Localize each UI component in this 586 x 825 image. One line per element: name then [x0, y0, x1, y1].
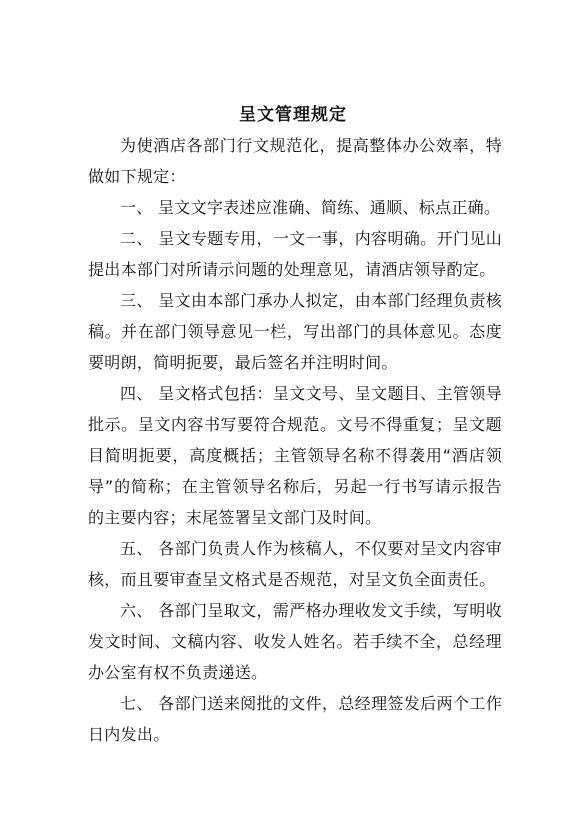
document-body — [88, 130, 502, 750]
paragraph-rule-5: 五、 各部门负责人作为核稿人，不仅要对呈文内容审核，而且要审查呈文格式是否规范，对呈文负全面责任。 — [88, 539, 502, 589]
paragraph-intro: 为使酒店各部门行文规范化，提高整体办公效率，特做如下规定： — [88, 136, 502, 186]
document-title: 呈文管理规定 — [239, 105, 347, 125]
paragraph-rule-6: 六、 各部门呈取文，需严格办理收发文手续，写明收发文时间、文稿内容、收发人姓名。若手续不全，总经理办公室有权不负责递送。 — [88, 601, 502, 682]
paragraph-rule-7: 七、 各部门送来阅批的文件，总经理签发后两个工作日内发出。 — [88, 694, 502, 744]
paragraph-rule-2: 二、 呈文专题专用，一文一事，内容明确。开门见山提出本部门对所请示问题的处理意见，请酒店领导酌定。 — [88, 229, 502, 279]
paragraph-rule-3: 三、 呈文由本部门承办人拟定，由本部门经理负责核稿。并在部门领导意见一栏，写出部门的具体意见。态度要明朗，简明扼要，最后签名并注明时间。 — [88, 291, 502, 372]
paragraph-rule-4: 四、 呈文格式包括：呈文文号、呈文题目、主管领导批示。呈文内容书写要符合规范。文号不得重复；呈文题目简明扼要，高度概括；主管领导名称不得袭用“酒店领导”的简称；在主管领导名称后，另起一行书写请示报告的主要内容；末尾签署呈文部门及时间。 — [88, 384, 502, 527]
paragraph-rule-1: 一、 呈文文字表述应准确、简练、通顺、标点正确。 — [120, 198, 501, 217]
